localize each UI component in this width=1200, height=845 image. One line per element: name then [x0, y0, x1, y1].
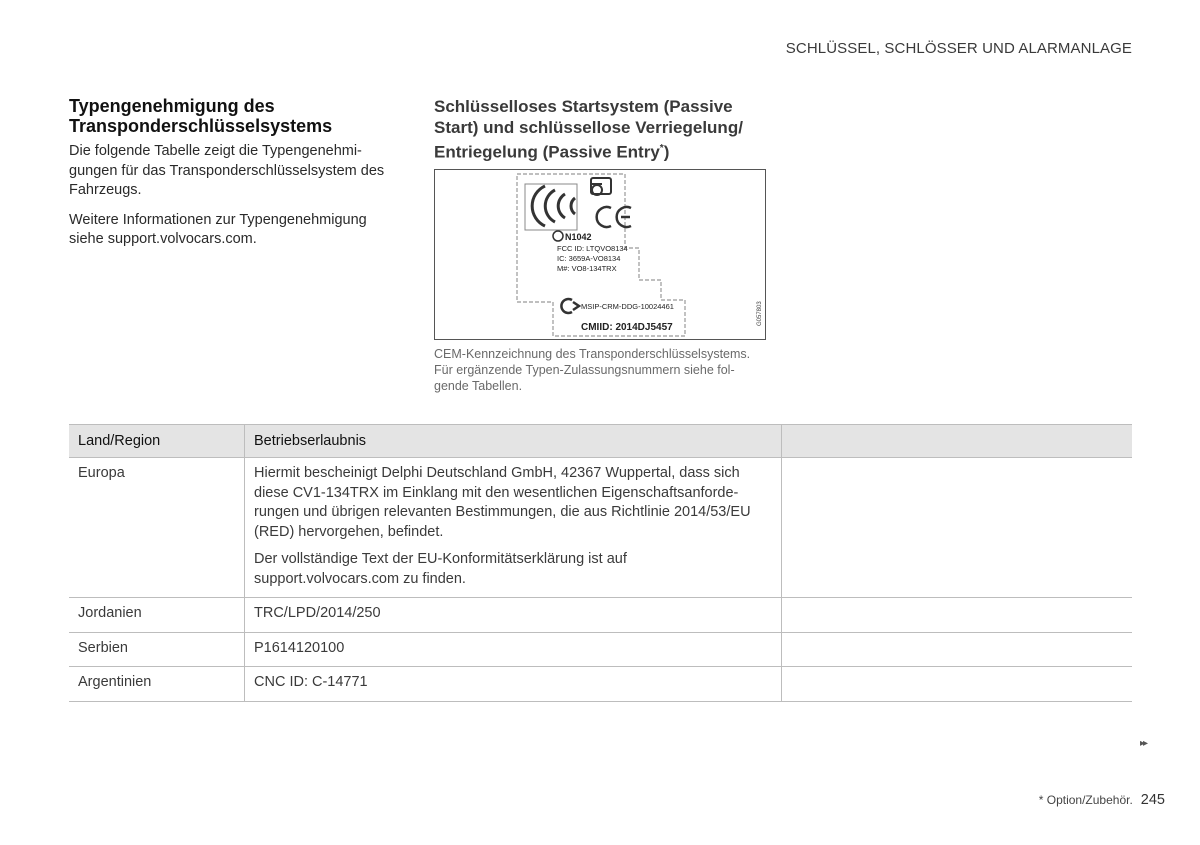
left-heading: Typengenehmigung des Transponderschlüsselsystems: [69, 96, 333, 136]
table-row: [69, 667, 1132, 702]
label-msip: MSIP-CRM-DDG-10024461: [581, 301, 674, 311]
approval-cell: TRC/LPD/2014/250: [245, 598, 782, 633]
column-header-region: Land/Region: [69, 425, 245, 458]
label-model: M#: VO8-134TRX: [557, 263, 617, 273]
empty-cell: [782, 458, 1133, 598]
label-n-code: N1042: [565, 231, 592, 242]
table-row: [69, 632, 1132, 667]
section-header: SCHLÜSSEL, SCHLÖSSER UND ALARMANLAGE: [785, 40, 1132, 57]
left-paragraph-2: Weitere Informationen zur Typengenehmigung siehe support.volvocars.com.: [69, 211, 367, 247]
type-approval-table: [69, 424, 1132, 702]
approval-cell: [245, 458, 782, 598]
image-caption: CEM-Kennzeichnung des Transponderschlüsselsystems. Für ergänzende Typen-Zulassungsnummern siehe fol-gende Tabellen.: [434, 346, 751, 393]
region-cell: Europa: [69, 458, 245, 598]
cem-label-drawing: [435, 170, 767, 341]
approval-logo-icon: [553, 231, 563, 241]
label-fcc-id: FCC ID: LTQVO8134: [557, 243, 628, 253]
label-cmiid: CMIID: 2014DJ5457: [581, 321, 673, 333]
region-cell: Serbien: [69, 632, 245, 667]
middle-column: [434, 96, 768, 394]
table-header-row: [69, 425, 1132, 458]
footnote-text: * Option/Zubehör.: [1038, 793, 1133, 807]
approval-cell: P1614120100: [245, 632, 782, 667]
empty-cell: [782, 598, 1133, 633]
left-paragraph-1: Die folgende Tabelle zeigt die Typengenehmi-gungen für das Transponderschlüsselsystem des Fahrzeugs.: [69, 143, 385, 198]
approval-cell: CNC ID: C-14771: [245, 667, 782, 702]
approval-text: Hiermit bescheinigt Delphi Deutschland GmbH, 42367 Wuppertal, dass sich diese CV1-134TRX im Einklang mit den wesentlichen Eigenschaftsanforde-rungen und übrigen relevanten Bestimmungen, die aus Richtlinie 2014/53/EU (RED) hervorgehen, befindet.: [254, 465, 751, 540]
column-header-empty: [782, 425, 1133, 458]
continue-arrows-icon: ▸▸: [1139, 738, 1146, 749]
image-id: G057803: [757, 300, 763, 326]
region-cell: Argentinien: [69, 667, 245, 702]
page-number: 245: [1140, 792, 1165, 808]
class2-symbol-icon: [591, 178, 611, 195]
page-footer: [1039, 792, 1165, 808]
table-row: [69, 458, 1132, 598]
approval-text: Der vollständige Text der EU-Konformitätserklärung ist auf support.volvocars.com zu finden.: [254, 551, 627, 587]
kc-mark-icon: [561, 299, 579, 313]
ce-mark-icon: [597, 207, 631, 227]
empty-cell: [782, 632, 1133, 667]
label-ic: IC: 3659A-VO8134: [557, 253, 621, 263]
region-cell: Jordanien: [69, 598, 245, 633]
empty-cell: [782, 667, 1133, 702]
rf-wave-icon: [532, 186, 575, 226]
column-header-approval: Betriebserlaubnis: [245, 425, 782, 458]
table-row: [69, 598, 1132, 633]
left-column: [69, 96, 389, 260]
cem-label-illustration: [434, 169, 766, 340]
middle-heading: Schlüsselloses Startsystem (Passive Start) und schlüssellose Verriegelung/ Entriegelung (Passive Entry*): [434, 97, 743, 162]
